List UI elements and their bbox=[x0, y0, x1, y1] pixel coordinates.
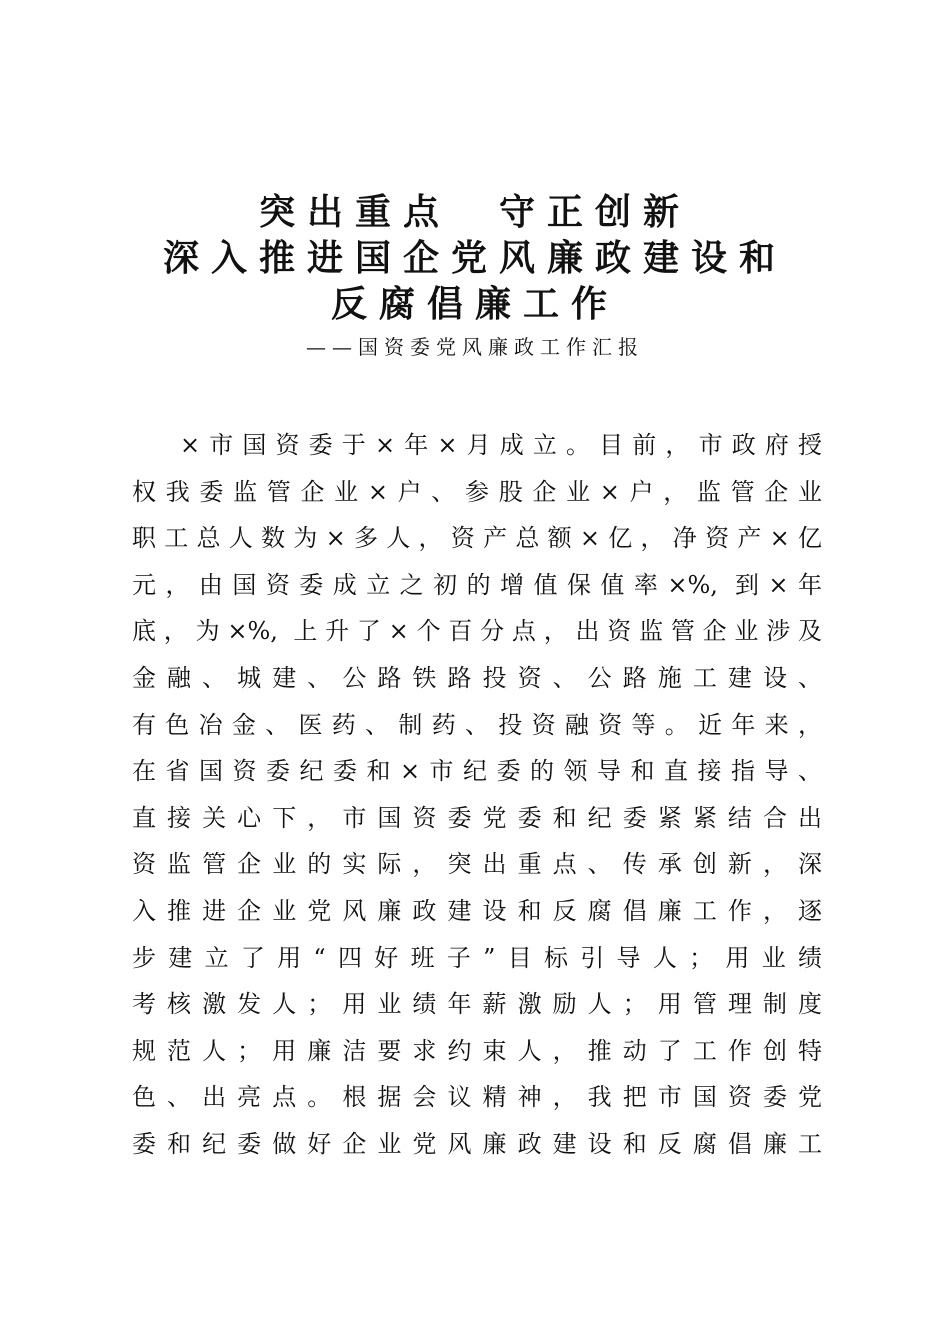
title-block bbox=[0, 190, 950, 362]
body-line: 入推进企业党风廉政建设和反腐倡廉工作，逐 bbox=[132, 896, 822, 925]
body-line: 职工总人数为×多人，资产总额×亿，净资产×亿 bbox=[132, 524, 822, 553]
title-line-3: 反腐倡廉工作 bbox=[330, 284, 619, 325]
title-line-2: 深入推进国企党风廉政建设和 bbox=[162, 238, 787, 279]
subtitle: ——国资委党风廉政工作汇报 bbox=[306, 335, 644, 359]
body-line: 有色冶金、医药、制药、投资融资等。近年来， bbox=[132, 710, 822, 739]
body-line: 直接关心下，市国资委党委和纪委紧紧结合出 bbox=[132, 803, 822, 832]
body-line: 在省国资委纪委和×市纪委的领导和直接指导、 bbox=[132, 757, 822, 786]
body-line: 色、出亮点。根据会议精神，我把市国资委党 bbox=[132, 1083, 822, 1112]
body-line: 金融、城建、公路铁路投资、公路施工建设、 bbox=[132, 663, 822, 692]
body-line: 底，为×%, 上升了×个百分点，出资监管企业涉及 bbox=[132, 617, 822, 646]
body-line: 考核激发人；用业绩年薪激励人；用管理制度 bbox=[132, 990, 822, 1019]
title-line-1: 突出重点 守正创新 bbox=[258, 192, 691, 233]
body-line: 资监管企业的实际，突出重点、传承创新，深 bbox=[132, 850, 822, 879]
body-line: ×市国资委于×年×月成立。目前，市政府授 bbox=[180, 431, 822, 459]
body-line: 步建立了用“四好班子”目标引导人；用业绩 bbox=[132, 943, 822, 972]
body-paragraph bbox=[132, 422, 822, 1168]
body-line: 委和纪委做好企业党风廉政建设和反腐倡廉工 bbox=[132, 1129, 822, 1158]
body-line: 元，由国资委成立之初的增值保值率×%, 到×年 bbox=[132, 570, 822, 599]
body-line: 权我委监管企业×户、参股企业×户，监管企业 bbox=[132, 477, 822, 506]
body-line: 规范人；用廉洁要求约束人，推动了工作创特 bbox=[132, 1036, 822, 1065]
